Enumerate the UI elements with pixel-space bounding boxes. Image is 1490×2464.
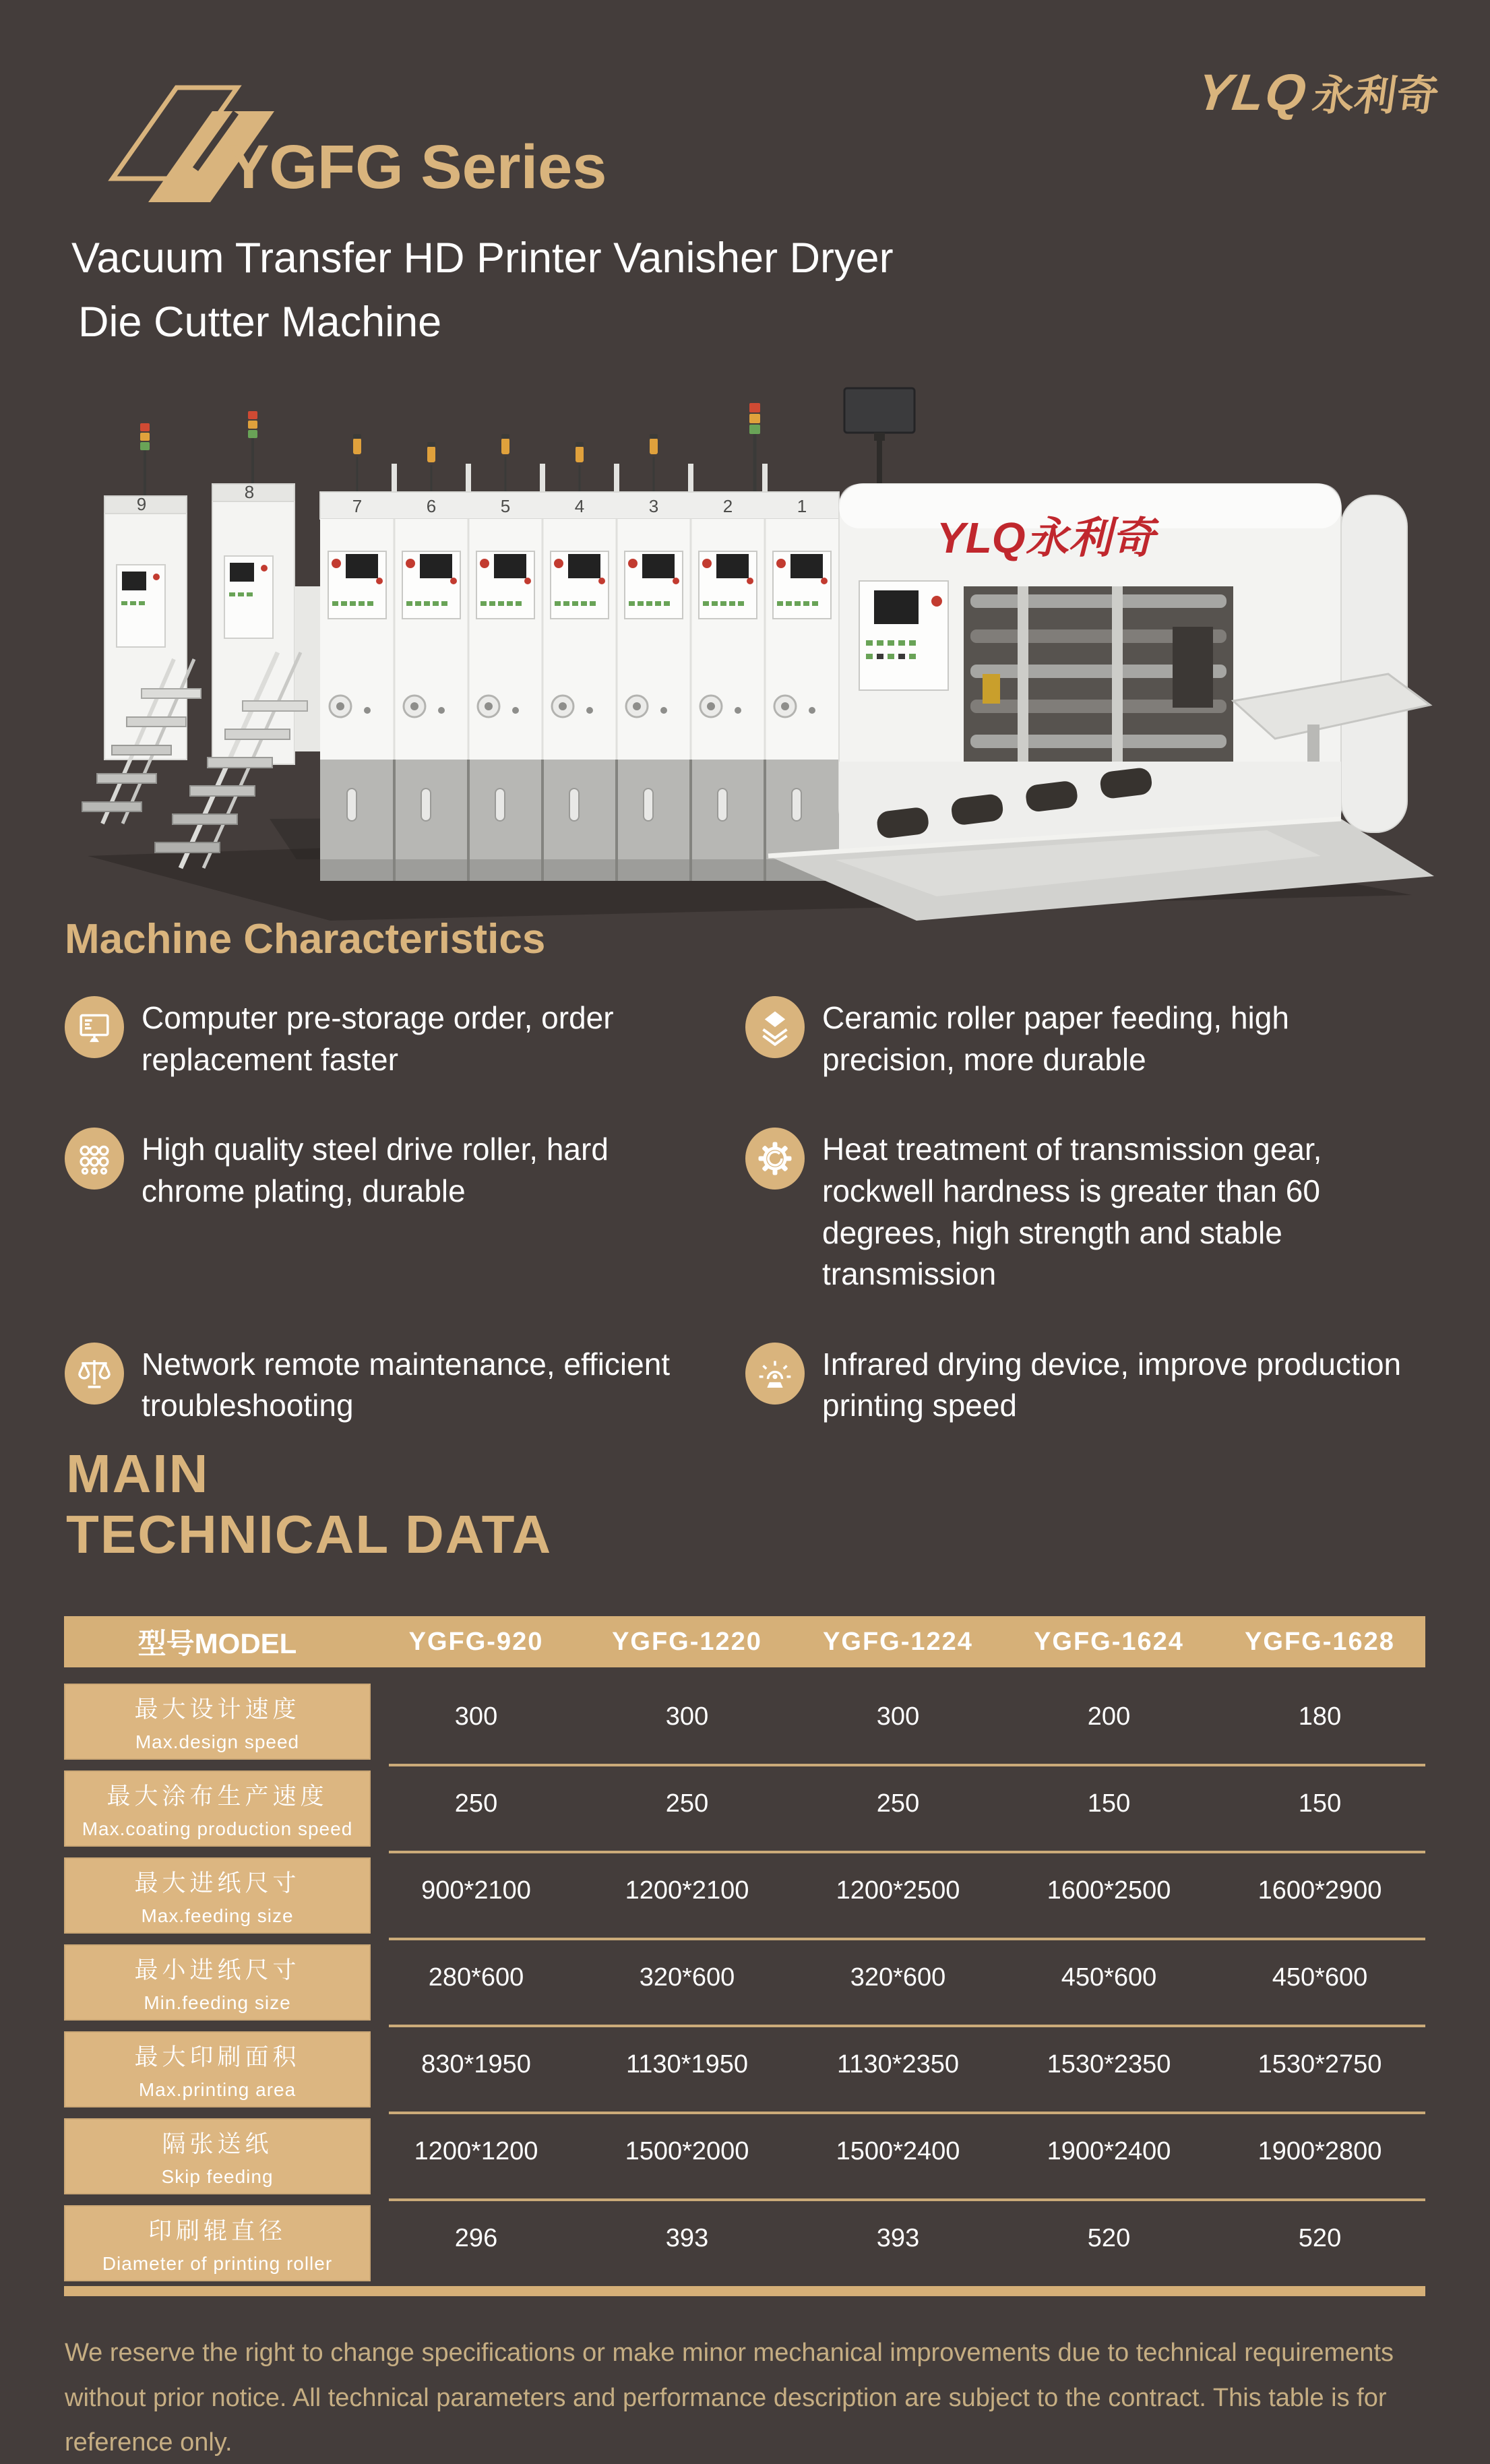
printing-modules xyxy=(320,492,839,760)
cell-value: 830*1950 xyxy=(421,2050,531,2078)
logo-ylq-text: YLQ xyxy=(1193,64,1311,121)
feature-text: Computer pre-storage order, order replacement faster xyxy=(142,1000,614,1077)
subtitle-line-2: Die Cutter Machine xyxy=(78,298,442,346)
machine-unit-9 xyxy=(104,423,187,760)
cell-value: 320*600 xyxy=(850,1963,946,1992)
cell-value: 1600*2900 xyxy=(1258,1876,1382,1905)
row-label-en: Max.design speed xyxy=(135,1731,300,1752)
row-label-zh: 最大进纸尺寸 xyxy=(134,1870,301,1897)
model-header: YGFG-1624 xyxy=(1034,1627,1184,1656)
cell-value: 1600*2500 xyxy=(1047,1876,1171,1905)
divider-bar xyxy=(64,2286,1425,2296)
table-row xyxy=(64,1857,1425,1934)
feature-item-paper-feeding xyxy=(745,996,1433,1080)
subtitle-line-1: Vacuum Transfer HD Printer Vanisher Dryer xyxy=(71,235,894,282)
svg-text:6: 6 xyxy=(426,496,437,516)
technical-data-title xyxy=(66,1444,552,1564)
row-label-en: Diameter of printing roller xyxy=(102,2252,333,2274)
svg-text:4: 4 xyxy=(574,496,585,516)
svg-text:3: 3 xyxy=(648,496,659,516)
cell-value: 300 xyxy=(665,1702,709,1731)
cell-value: 1900*2800 xyxy=(1258,2137,1382,2165)
feature-item-computer xyxy=(65,996,745,1080)
cell-value: 1130*2350 xyxy=(836,2050,960,2078)
table-row xyxy=(64,2118,1425,2194)
infrared-lamp-icon xyxy=(745,1343,805,1405)
page-subtitle xyxy=(71,226,894,354)
cell-value: 1500*2400 xyxy=(836,2137,960,2165)
table-row xyxy=(64,2031,1425,2107)
feature-text: Heat treatment of transmission gear, rockwell hardness is greater than 60 degrees, high strength and stable transmission xyxy=(822,1132,1322,1292)
model-column-header: 型号MODEL xyxy=(137,1628,297,1659)
model-header: YGFG-1224 xyxy=(823,1627,973,1656)
feature-text: High quality steel drive roller, hard chrome plating, durable xyxy=(142,1132,609,1208)
row-label xyxy=(64,2205,371,2281)
machine-brand-text: YLQ永利奇 xyxy=(937,514,1155,562)
monitor-on-pole xyxy=(844,388,914,492)
row-label-zh: 最大印刷面积 xyxy=(134,2043,301,2070)
spec-table-header xyxy=(64,1616,1425,1667)
svg-text:5: 5 xyxy=(500,496,511,516)
table-row xyxy=(64,1770,1425,1847)
row-label xyxy=(64,2118,371,2194)
feature-item-balance xyxy=(65,1343,745,1427)
computer-icon xyxy=(65,996,124,1058)
svg-text:9: 9 xyxy=(136,494,147,514)
model-header: YGFG-920 xyxy=(408,1627,544,1656)
model-header: YGFG-1628 xyxy=(1245,1627,1395,1656)
cell-value: 250 xyxy=(876,1789,920,1818)
drive-roller-icon xyxy=(65,1128,124,1190)
model-header: YGFG-1220 xyxy=(612,1627,762,1656)
spec-table xyxy=(64,1616,1425,2292)
cell-value: 1130*1950 xyxy=(625,2050,749,2078)
delivery-housing xyxy=(768,484,1434,921)
svg-text:2: 2 xyxy=(722,496,733,516)
technical-data-title-line1: MAIN xyxy=(66,1444,210,1504)
cell-value: 296 xyxy=(454,2224,498,2252)
row-label-en: Skip feeding xyxy=(161,2165,274,2187)
cell-value: 1200*1200 xyxy=(414,2137,538,2165)
row-label-en: Max.printing area xyxy=(138,2078,297,2100)
cell-value: 450*600 xyxy=(1061,1963,1157,1992)
cell-value: 280*600 xyxy=(428,1963,524,1992)
feature-text: Infrared drying device, improve production printing speed xyxy=(822,1346,1402,1423)
row-label xyxy=(64,1944,371,2021)
cell-value: 250 xyxy=(665,1789,709,1818)
signal-lamps xyxy=(353,403,760,493)
disclaimer-text: We reserve the right to change specifications or make minor mechanical improvements due to technical requirements without prior notice. All technical parameters and performance description are subject to the contract. This table is for reference only. xyxy=(65,2339,1394,2457)
row-label xyxy=(64,1770,371,1847)
cell-value: 450*600 xyxy=(1272,1963,1368,1992)
cell-value: 200 xyxy=(1087,1702,1131,1731)
table-row xyxy=(64,1944,1425,2021)
svg-text:1: 1 xyxy=(797,496,807,516)
row-label-zh: 印刷辊直径 xyxy=(148,2217,286,2244)
row-label xyxy=(64,1684,371,1760)
cell-value: 1500*2000 xyxy=(625,2137,749,2165)
cell-value: 1530*2750 xyxy=(1258,2050,1382,2078)
cell-value: 320*600 xyxy=(639,1963,735,1992)
cell-value: 150 xyxy=(1087,1789,1131,1818)
cell-value: 150 xyxy=(1298,1789,1342,1818)
svg-text:7: 7 xyxy=(352,496,363,516)
feature-item-drive-roller xyxy=(65,1128,745,1295)
machine-illustration xyxy=(40,384,1449,923)
cell-value: 250 xyxy=(454,1789,498,1818)
cell-value: 300 xyxy=(876,1702,920,1731)
table-row xyxy=(64,1684,1425,1760)
svg-text:8: 8 xyxy=(244,482,255,502)
row-label xyxy=(64,2031,371,2107)
steel-doors xyxy=(320,760,839,881)
feature-item-infrared xyxy=(745,1343,1433,1427)
cell-value: 393 xyxy=(876,2224,920,2252)
gear-icon xyxy=(745,1128,805,1190)
cell-value: 1200*2100 xyxy=(625,1876,749,1905)
feature-item-gear xyxy=(745,1128,1433,1295)
cell-value: 393 xyxy=(665,2224,709,2252)
row-label xyxy=(64,1857,371,1934)
row-label-zh: 隔张送纸 xyxy=(162,2130,273,2157)
table-row xyxy=(64,2205,1425,2281)
page-title: YGFG Series xyxy=(228,133,607,202)
company-logo xyxy=(1193,62,1443,122)
row-label-en: Max.feeding size xyxy=(141,1905,294,1926)
cell-value: 1530*2350 xyxy=(1047,2050,1171,2078)
characteristics-title: Machine Characteristics xyxy=(65,916,546,962)
row-label-zh: 最大设计速度 xyxy=(134,1696,301,1723)
row-label-en: Min.feeding size xyxy=(144,1992,291,2013)
row-label-zh: 最小进纸尺寸 xyxy=(134,1957,301,1983)
cell-value: 520 xyxy=(1087,2224,1131,2252)
feature-text: Network remote maintenance, efficient troubleshooting xyxy=(142,1346,671,1423)
logo-chinese-text: 永利奇 xyxy=(1309,73,1442,119)
paper-layers-icon xyxy=(745,996,805,1058)
characteristics-list xyxy=(65,996,1433,1427)
spec-table-body xyxy=(64,1684,1425,2281)
signal-tower-ryg xyxy=(749,403,760,493)
balance-scale-icon xyxy=(65,1343,124,1405)
cell-value: 1900*2400 xyxy=(1047,2137,1171,2165)
row-label-en: Max.coating production speed xyxy=(82,1818,353,1839)
cell-value: 180 xyxy=(1298,1702,1342,1731)
cell-value: 520 xyxy=(1298,2224,1342,2252)
row-label-zh: 最大涂布生产速度 xyxy=(106,1783,328,1810)
feature-text: Ceramic roller paper feeding, high precision, more durable xyxy=(822,1000,1289,1077)
cell-value: 300 xyxy=(454,1702,498,1731)
cell-value: 1200*2500 xyxy=(836,1876,960,1905)
cell-value: 900*2100 xyxy=(421,1876,531,1905)
technical-data-title-line2: TECHNICAL DATA xyxy=(66,1504,553,1564)
